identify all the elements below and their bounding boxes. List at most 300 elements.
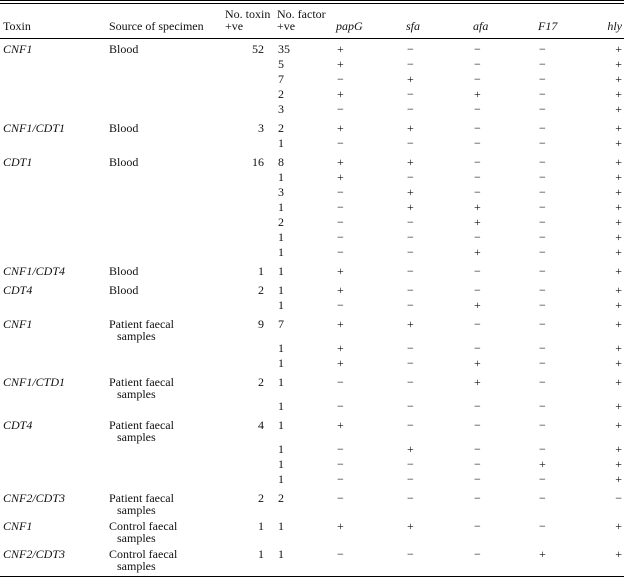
afa-result: − xyxy=(474,519,481,533)
sfa-result: + xyxy=(407,185,414,199)
toxin-positive-count xyxy=(217,58,275,73)
papg-result: + xyxy=(337,121,344,135)
factor-positive-count: 2 xyxy=(278,215,284,229)
f17-result: − xyxy=(539,245,546,259)
source-cell xyxy=(107,58,217,73)
factor-positive-count: 1 xyxy=(278,399,284,413)
toxin-cell xyxy=(0,216,107,231)
sfa-result: − xyxy=(407,375,414,389)
factor-positive-count: 2 xyxy=(278,121,284,135)
hly-result: + xyxy=(615,230,622,244)
toxin-cell xyxy=(0,88,107,103)
toxin-positive-count xyxy=(217,443,275,458)
afa-result: + xyxy=(474,356,481,370)
toxin-positive-count: 1 xyxy=(217,544,275,577)
header-afa: afa xyxy=(471,4,536,39)
factor-positive-count: 1 xyxy=(278,457,284,471)
hly-result: + xyxy=(615,136,622,150)
papg-result: + xyxy=(337,283,344,297)
source-cell: Patient faecal samples xyxy=(109,375,174,401)
afa-result: − xyxy=(474,57,481,71)
factor-positive-count: 1 xyxy=(278,200,284,214)
hly-result: + xyxy=(615,155,622,169)
f17-result: + xyxy=(539,457,546,471)
toxin-cell xyxy=(0,357,107,372)
hly-result: + xyxy=(615,57,622,71)
table-row xyxy=(0,357,624,372)
table-row xyxy=(0,231,624,246)
sfa-result: + xyxy=(407,442,414,456)
table-row xyxy=(0,152,624,171)
factor-positive-count: 1 xyxy=(278,418,284,432)
f17-result: − xyxy=(539,472,546,486)
factor-positive-count: 1 xyxy=(275,544,334,577)
factor-positive-count: 1 xyxy=(278,283,284,297)
f17-result: − xyxy=(539,87,546,101)
source-cell xyxy=(107,231,217,246)
afa-result: + xyxy=(474,375,481,389)
toxin-positive-count: 52 xyxy=(252,42,264,56)
f17-result: − xyxy=(539,57,546,71)
header-papg: papG xyxy=(334,4,404,39)
factor-positive-count: 5 xyxy=(278,57,284,71)
afa-result: + xyxy=(474,200,481,214)
papg-result: − xyxy=(337,298,344,312)
toxin-positive-count xyxy=(217,103,275,118)
table-row xyxy=(0,443,624,458)
factor-positive-count: 1 xyxy=(278,341,284,355)
toxin-positive-count: 2 xyxy=(258,283,264,297)
source-cell: Blood xyxy=(109,121,139,135)
papg-result: + xyxy=(337,155,344,169)
table-body xyxy=(0,39,624,577)
f17-result: − xyxy=(539,442,546,456)
sfa-result: + xyxy=(407,200,414,214)
papg-result: + xyxy=(337,57,344,71)
source-cell xyxy=(107,443,217,458)
papg-result: − xyxy=(334,544,404,577)
toxin-positive-count xyxy=(217,201,275,216)
toxin-positive-count xyxy=(217,342,275,357)
sfa-result: − xyxy=(407,457,414,471)
papg-result: − xyxy=(337,491,344,505)
source-cell xyxy=(107,246,217,261)
hly-result: + xyxy=(615,298,622,312)
table-row xyxy=(0,372,624,400)
toxin-positive-count xyxy=(217,246,275,261)
toxin-positive-count: 3 xyxy=(258,121,264,135)
table-row xyxy=(0,342,624,357)
factor-positive-count: 1 xyxy=(278,298,284,312)
f17-result: − xyxy=(539,356,546,370)
papg-result: − xyxy=(337,375,344,389)
hly-result: + xyxy=(615,317,622,331)
f17-result: − xyxy=(539,185,546,199)
afa-result: − xyxy=(474,399,481,413)
sfa-result: − xyxy=(407,170,414,184)
table-row xyxy=(0,261,624,280)
hly-result: + xyxy=(615,185,622,199)
toxin-cell: CNF1 xyxy=(3,42,33,56)
factor-positive-count: 1 xyxy=(278,356,284,370)
table-row xyxy=(0,201,624,216)
papg-result: − xyxy=(337,472,344,486)
header-no-toxin: No. toxin +ve xyxy=(217,4,275,39)
toxin-cell xyxy=(0,443,107,458)
toxin-positive-count xyxy=(217,216,275,231)
sfa-result: + xyxy=(407,72,414,86)
sfa-result: − xyxy=(407,230,414,244)
afa-result: − xyxy=(474,42,481,56)
f17-result: − xyxy=(539,375,546,389)
factor-positive-count: 1 xyxy=(278,375,284,389)
header-no-factor: No. factor +ve xyxy=(275,4,334,39)
papg-result: − xyxy=(337,399,344,413)
table-row xyxy=(0,171,624,186)
papg-result: − xyxy=(337,215,344,229)
toxin-positive-count: 16 xyxy=(252,155,264,169)
papg-result: + xyxy=(337,317,344,331)
header-source: Source of specimen xyxy=(107,4,217,39)
papg-result: − xyxy=(337,457,344,471)
header-hly: hly xyxy=(589,4,624,39)
hly-result: + xyxy=(615,245,622,259)
hly-result: + xyxy=(615,42,622,56)
papg-result: + xyxy=(337,170,344,184)
table-row xyxy=(0,400,624,415)
toxin-positive-count xyxy=(217,299,275,314)
toxin-cell xyxy=(0,342,107,357)
source-cell xyxy=(107,216,217,231)
hly-result: + xyxy=(615,102,622,116)
f17-result: − xyxy=(539,42,546,56)
toxin-cell xyxy=(0,137,107,152)
toxin-cell: CNF1/CTD1 xyxy=(3,375,66,389)
afa-result: − xyxy=(474,230,481,244)
afa-result: + xyxy=(474,245,481,259)
source-cell xyxy=(107,342,217,357)
sfa-result: − xyxy=(407,356,414,370)
source-cell xyxy=(107,88,217,103)
f17-result: − xyxy=(539,298,546,312)
hly-result: − xyxy=(615,491,622,505)
sfa-result: − xyxy=(407,136,414,150)
toxin-cell: CNF1/CDT1 xyxy=(3,121,66,135)
factor-positive-count: 1 xyxy=(278,472,284,486)
toxin-cell: CDT4 xyxy=(3,283,33,297)
sfa-result: + xyxy=(407,317,414,331)
hly-result: + xyxy=(615,283,622,297)
toxin-cell: CNF2/CDT3 xyxy=(3,491,66,505)
papg-result: − xyxy=(337,102,344,116)
toxin-positive-count: 9 xyxy=(258,317,264,331)
source-cell xyxy=(107,73,217,88)
source-cell xyxy=(107,137,217,152)
f17-result: − xyxy=(539,418,546,432)
hly-result: + xyxy=(615,418,622,432)
toxin-cell xyxy=(0,299,107,314)
toxin-cell xyxy=(0,246,107,261)
afa-result: − xyxy=(474,341,481,355)
hly-result: + xyxy=(615,442,622,456)
hly-result: + xyxy=(589,544,624,577)
toxin-positive-count xyxy=(217,137,275,152)
hly-result: + xyxy=(615,399,622,413)
papg-result: + xyxy=(337,264,344,278)
toxin-cell xyxy=(0,186,107,201)
source-cell xyxy=(107,473,217,488)
hly-result: + xyxy=(615,356,622,370)
table-row xyxy=(0,137,624,152)
hly-result: + xyxy=(615,264,622,278)
f17-result: − xyxy=(539,72,546,86)
afa-result: − xyxy=(474,155,481,169)
f17-result: − xyxy=(539,215,546,229)
sfa-result: − xyxy=(407,491,414,505)
table-row xyxy=(0,280,624,299)
sfa-result: − xyxy=(407,399,414,413)
toxin-cell: CNF1 xyxy=(3,317,33,331)
toxin-positive-count: 2 xyxy=(258,491,264,505)
papg-result: + xyxy=(337,418,344,432)
f17-result: − xyxy=(539,491,546,505)
table-row xyxy=(0,39,624,59)
sfa-result: − xyxy=(407,57,414,71)
papg-result: − xyxy=(337,136,344,150)
toxin-positive-count xyxy=(217,458,275,473)
factor-positive-count: 2 xyxy=(278,491,284,505)
papg-result: + xyxy=(337,42,344,56)
hly-result: + xyxy=(615,472,622,486)
papg-result: − xyxy=(337,185,344,199)
sfa-result: − xyxy=(407,245,414,259)
hly-result: + xyxy=(615,170,622,184)
papg-result: − xyxy=(337,442,344,456)
source-cell: Control faecal samples xyxy=(107,544,217,577)
papg-result: − xyxy=(337,230,344,244)
sfa-result: − xyxy=(407,215,414,229)
table-row xyxy=(0,246,624,261)
sfa-result: − xyxy=(407,102,414,116)
source-cell: Patient faecal samples xyxy=(109,317,174,343)
source-cell xyxy=(107,458,217,473)
table-row xyxy=(0,458,624,473)
toxin-positive-count xyxy=(217,231,275,246)
afa-result: − xyxy=(474,185,481,199)
toxin-cell xyxy=(0,458,107,473)
f17-result: − xyxy=(539,317,546,331)
f17-result: − xyxy=(539,200,546,214)
f17-result: − xyxy=(539,283,546,297)
table-row xyxy=(0,73,624,88)
source-cell: Blood xyxy=(109,155,139,169)
afa-result: − xyxy=(474,121,481,135)
table-row xyxy=(0,473,624,488)
sfa-result: + xyxy=(407,121,414,135)
factor-positive-count: 3 xyxy=(278,185,284,199)
hly-result: + xyxy=(615,519,622,533)
toxin-positive-count xyxy=(217,73,275,88)
sfa-result: − xyxy=(407,472,414,486)
papg-result: + xyxy=(337,519,344,533)
f17-result: − xyxy=(539,170,546,184)
sfa-result: − xyxy=(407,283,414,297)
source-cell xyxy=(107,103,217,118)
toxin-cell xyxy=(0,171,107,186)
source-cell: Blood xyxy=(109,264,139,278)
afa-result: − xyxy=(474,136,481,150)
sfa-result: + xyxy=(407,519,414,533)
factor-positive-count: 7 xyxy=(278,317,284,331)
table-header xyxy=(0,1,624,39)
factor-positive-count: 1 xyxy=(278,245,284,259)
hly-result: + xyxy=(615,341,622,355)
f17-result: − xyxy=(539,399,546,413)
afa-result: − xyxy=(474,170,481,184)
source-cell xyxy=(107,186,217,201)
hly-result: + xyxy=(615,121,622,135)
toxin-positive-count xyxy=(217,400,275,415)
afa-result: − xyxy=(474,72,481,86)
factor-positive-count: 1 xyxy=(278,519,284,533)
afa-result: + xyxy=(474,87,481,101)
f17-result: − xyxy=(539,264,546,278)
toxin-positive-count xyxy=(217,88,275,103)
hly-result: + xyxy=(615,72,622,86)
factor-positive-count: 7 xyxy=(278,72,284,86)
toxin-cell: CNF2/CDT3 xyxy=(0,544,107,577)
toxin-positive-count xyxy=(217,171,275,186)
toxin-cell: CDT4 xyxy=(3,418,33,432)
toxin-cell xyxy=(0,400,107,415)
factor-positive-count: 1 xyxy=(278,170,284,184)
toxin-cell: CDT1 xyxy=(3,155,33,169)
papg-result: + xyxy=(337,87,344,101)
factor-positive-count: 8 xyxy=(278,155,284,169)
header-toxin: Toxin xyxy=(0,4,107,39)
table-row xyxy=(0,314,624,342)
hly-result: + xyxy=(615,200,622,214)
afa-result: − xyxy=(474,317,481,331)
f17-result: − xyxy=(539,341,546,355)
toxin-cell xyxy=(0,58,107,73)
factor-positive-count: 1 xyxy=(278,136,284,150)
hly-result: + xyxy=(615,215,622,229)
afa-result: − xyxy=(474,491,481,505)
toxin-positive-count: 4 xyxy=(258,418,264,432)
table-row xyxy=(0,216,624,231)
table-row xyxy=(0,516,624,544)
toxin-cell xyxy=(0,103,107,118)
sfa-result: − xyxy=(407,42,414,56)
sfa-result: − xyxy=(407,341,414,355)
afa-result: − xyxy=(474,442,481,456)
toxin-positive-count: 1 xyxy=(258,519,264,533)
sfa-result: + xyxy=(407,155,414,169)
f17-result: − xyxy=(539,102,546,116)
afa-result: + xyxy=(474,215,481,229)
afa-result: − xyxy=(474,102,481,116)
f17-result: − xyxy=(539,136,546,150)
f17-result: − xyxy=(539,230,546,244)
f17-result: − xyxy=(539,519,546,533)
papg-result: − xyxy=(337,245,344,259)
source-cell xyxy=(107,201,217,216)
table-row xyxy=(0,103,624,118)
table-row xyxy=(0,488,624,516)
factor-positive-count: 3 xyxy=(278,102,284,116)
source-cell: Blood xyxy=(109,42,139,56)
afa-result: − xyxy=(471,544,536,577)
table-row xyxy=(0,299,624,314)
f17-result: − xyxy=(539,121,546,135)
toxin-cell xyxy=(0,231,107,246)
hly-result: + xyxy=(615,457,622,471)
hly-result: + xyxy=(615,87,622,101)
toxin-cell xyxy=(0,473,107,488)
factor-positive-count: 1 xyxy=(278,442,284,456)
table-row xyxy=(0,544,624,577)
afa-result: − xyxy=(474,472,481,486)
source-cell: Blood xyxy=(109,283,139,297)
source-cell xyxy=(107,171,217,186)
header-sfa: sfa xyxy=(404,4,471,39)
sfa-result: − xyxy=(407,418,414,432)
source-cell: Control faecal samples xyxy=(109,519,178,545)
afa-result: − xyxy=(474,283,481,297)
sfa-result: − xyxy=(407,264,414,278)
source-cell xyxy=(107,400,217,415)
factor-positive-count: 1 xyxy=(278,264,284,278)
afa-result: + xyxy=(474,298,481,312)
f17-result: + xyxy=(536,544,589,577)
papg-result: − xyxy=(337,72,344,86)
toxin-cell: CNF1 xyxy=(3,519,33,533)
papg-result: + xyxy=(337,341,344,355)
table-row xyxy=(0,186,624,201)
afa-result: − xyxy=(474,264,481,278)
sfa-result: − xyxy=(407,87,414,101)
sfa-result: − xyxy=(404,544,471,577)
table-row xyxy=(0,415,624,443)
f17-result: − xyxy=(539,155,546,169)
toxin-cell xyxy=(0,73,107,88)
toxin-cell xyxy=(0,201,107,216)
toxin-positive-count: 1 xyxy=(258,264,264,278)
table-row xyxy=(0,118,624,137)
toxin-positive-count: 2 xyxy=(258,375,264,389)
source-cell xyxy=(107,299,217,314)
source-cell: Patient faecal samples xyxy=(109,491,174,517)
factor-positive-count: 35 xyxy=(278,42,290,56)
toxin-positive-count xyxy=(217,473,275,488)
sfa-result: − xyxy=(407,298,414,312)
toxin-positive-count xyxy=(217,186,275,201)
toxin-positive-count xyxy=(217,357,275,372)
table-row xyxy=(0,88,624,103)
afa-result: − xyxy=(474,457,481,471)
factor-positive-count: 1 xyxy=(278,230,284,244)
hly-result: + xyxy=(615,375,622,389)
header-f17: F17 xyxy=(536,4,589,39)
factor-positive-count: 2 xyxy=(278,87,284,101)
papg-result: + xyxy=(337,356,344,370)
toxin-cell: CNF1/CDT4 xyxy=(3,264,66,278)
table-row xyxy=(0,58,624,73)
source-cell xyxy=(107,357,217,372)
afa-result: − xyxy=(474,418,481,432)
source-cell: Patient faecal samples xyxy=(109,418,174,444)
